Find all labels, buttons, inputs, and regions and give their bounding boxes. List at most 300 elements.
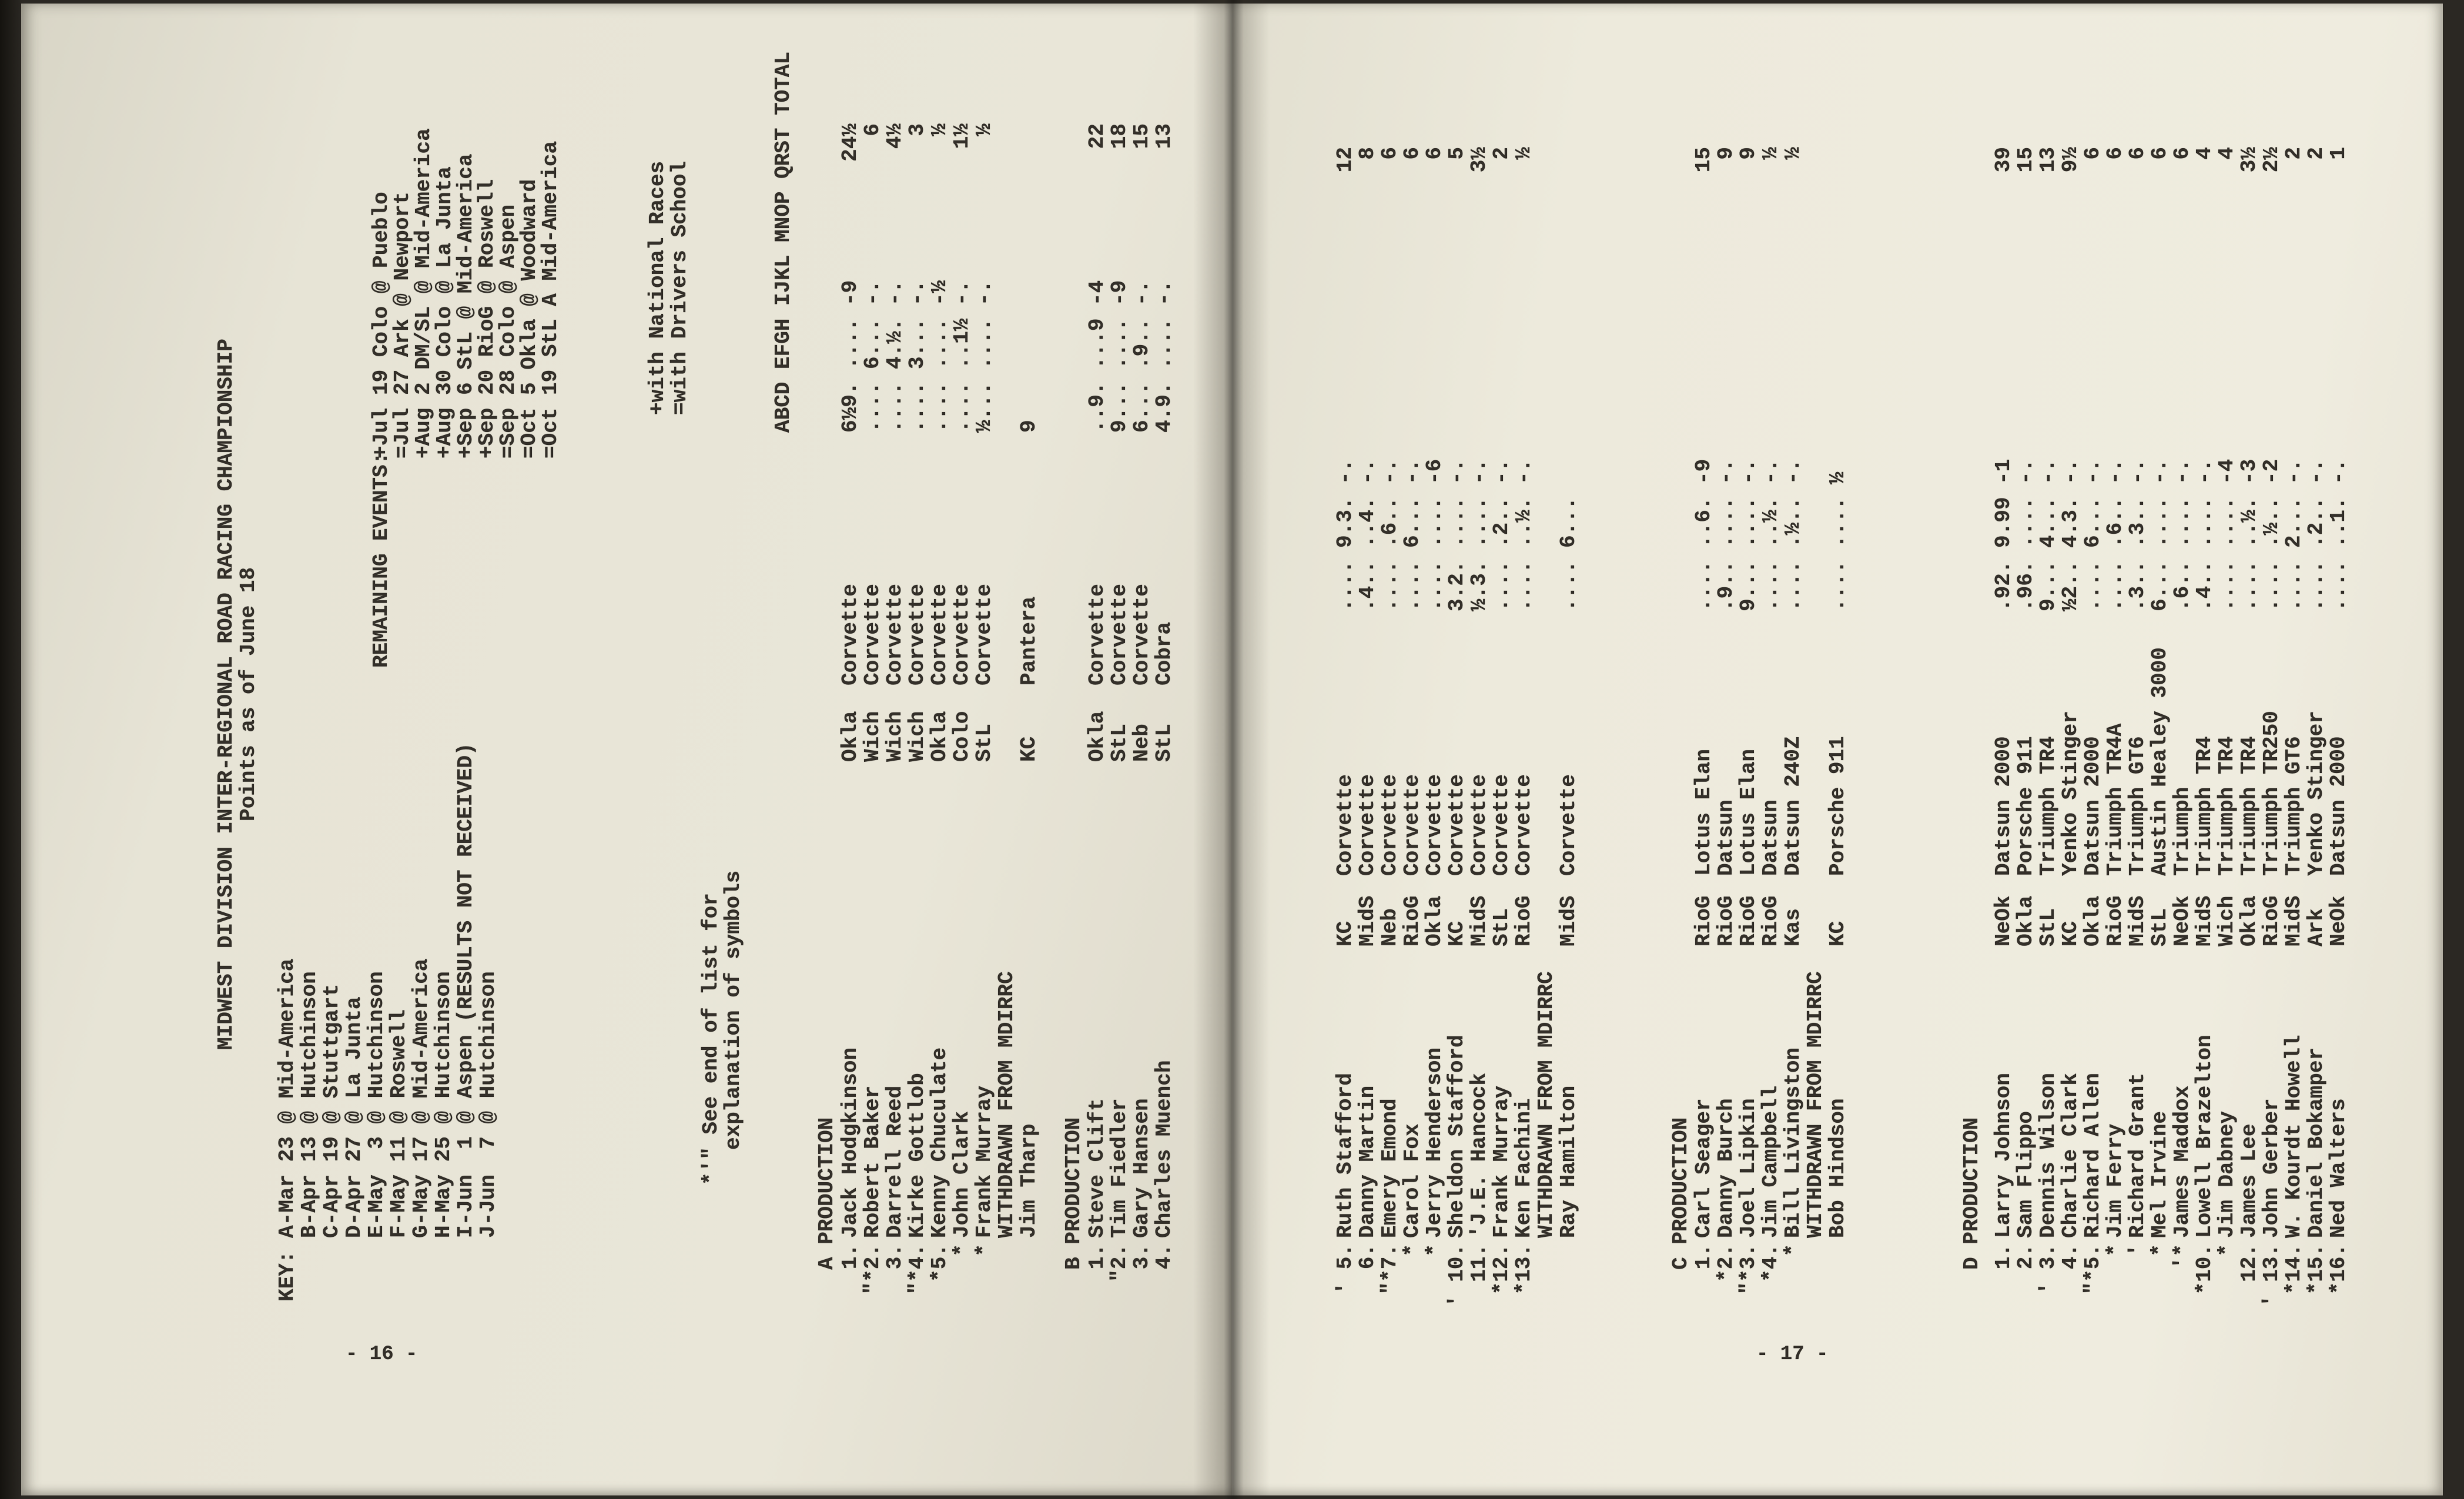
driver-region: RioG xyxy=(1759,895,1783,946)
driver-points: 9 xyxy=(1017,420,1041,433)
event-entry: +Jul 19 Colo @ Pueblo xyxy=(369,192,393,459)
driver-region: MidS xyxy=(2282,895,2306,946)
driver-car: Triumph TR4 xyxy=(2237,736,2261,876)
driver-points: .... .... -½ xyxy=(928,280,952,433)
driver-total: 2 xyxy=(2304,147,2328,160)
driver-region: Wich xyxy=(905,711,929,762)
driver-total: 3 xyxy=(905,123,929,136)
page-17-number: - 17 - xyxy=(1756,1343,1829,1366)
driver-row xyxy=(884,4,908,1493)
event-line xyxy=(540,4,563,1493)
driver-points: .... 4.½. -. xyxy=(883,280,907,433)
withdrawn-label-line xyxy=(1805,4,1828,1493)
driver-car: Triumph GT6 xyxy=(2125,736,2150,876)
driver-points: .96. .... -. xyxy=(2014,459,2038,611)
driver-name: Steve Clift xyxy=(1085,1098,1109,1238)
driver-name: W. Kourdt Howell xyxy=(2282,1035,2306,1238)
driver-car: Datsun 240Z xyxy=(1781,736,1805,876)
driver-points: .6.. .... -. xyxy=(2170,459,2194,611)
driver-row xyxy=(1109,4,1132,1493)
driver-region: Colo xyxy=(950,711,974,762)
event-entry: +Sep 6 StL @ Mid-America xyxy=(454,153,478,459)
key-entry: D-Apr 27 @ La Junta xyxy=(342,996,366,1238)
doc-subtitle-line xyxy=(237,4,261,1493)
page-17-rotated-content xyxy=(1232,4,2443,1493)
driver-car: Corvette xyxy=(1378,774,1402,876)
symbol-note-line xyxy=(700,4,724,1493)
driver-region: Okla xyxy=(2081,895,2105,946)
points-column-header: ABCD EFGH IJKL MNOP QRST TOTAL xyxy=(771,51,795,433)
driver-total: 6 xyxy=(1422,147,1447,160)
driver-name: John Clark xyxy=(950,1110,974,1238)
driver-total: 4 xyxy=(2215,147,2239,160)
driver-car: Lotus Elan xyxy=(1692,748,1716,876)
driver-region: KC xyxy=(1445,921,1469,946)
driver-points: ½... .... -. xyxy=(972,280,996,433)
driver-total: 6 xyxy=(2103,147,2127,160)
driver-row xyxy=(2283,4,2306,1493)
driver-car: Yenko Stinger xyxy=(2058,711,2083,876)
driver-car: Corvette xyxy=(1445,774,1469,876)
driver-points: .... 6... -. xyxy=(1400,459,1424,611)
driver-car: Pantera xyxy=(1017,596,1041,685)
driver-points: .... ..½. -. xyxy=(1759,459,1783,611)
driver-car: Triumph GT6 xyxy=(2282,736,2306,876)
driver-row xyxy=(1693,4,1716,1493)
driver-name: Richard Grant xyxy=(2125,1073,2150,1238)
driver-total: ½ xyxy=(928,123,952,136)
page-17 xyxy=(1232,4,2443,1495)
driver-points: 6... .9.. -. xyxy=(1130,280,1154,433)
driver-row xyxy=(2149,4,2172,1493)
driver-region: RioG xyxy=(2103,895,2127,946)
driver-row xyxy=(929,4,952,1493)
driver-total: 15 xyxy=(1692,147,1716,173)
key-entry: F-May 11 @ Roswell xyxy=(387,1009,411,1238)
driver-rank: "2. xyxy=(1107,1244,1131,1282)
key-line xyxy=(276,4,300,1493)
driver-car: Corvette xyxy=(1512,774,1536,876)
driver-points: .... .6.. -. xyxy=(2103,459,2127,611)
driver-total: 6 xyxy=(2081,147,2105,160)
driver-region: RioG xyxy=(1400,895,1424,946)
driver-total: 39 xyxy=(1991,147,2016,173)
driver-region: Okla xyxy=(838,711,862,762)
driver-name: Danny Martin xyxy=(1355,1085,1380,1238)
driver-region: RioG xyxy=(1512,895,1536,946)
key-entry: B-Apr 13 @ Hutchinson xyxy=(297,971,322,1238)
driver-region: KC xyxy=(1333,921,1357,946)
driver-name: Ned Walters xyxy=(2326,1098,2351,1238)
driver-rank: * xyxy=(972,1244,996,1257)
driver-points: .... 9.3. -. xyxy=(1333,459,1357,611)
driver-points: .... .2.. -. xyxy=(1489,459,1514,611)
driver-row xyxy=(862,4,885,1493)
driver-car: Triumph TR4 xyxy=(2036,736,2060,876)
driver-total: 3½ xyxy=(2237,147,2261,173)
driver-row xyxy=(1401,4,1425,1493)
driver-rank: * xyxy=(950,1244,974,1257)
driver-points: .... 6... -. xyxy=(861,280,885,433)
driver-name: Jim Campbell xyxy=(1759,1085,1783,1238)
driver-region: Okla xyxy=(2237,895,2261,946)
driver-total: 13 xyxy=(1152,123,1176,149)
event-entry: +Aug 2 DM/SL @ Mid-America xyxy=(411,128,436,459)
driver-car: Corvette xyxy=(1085,584,1109,685)
page-16-number: - 16 - xyxy=(346,1343,418,1366)
driver-region: Kas xyxy=(1781,908,1805,946)
driver-rank: *13. xyxy=(1512,1244,1536,1295)
class-header-line xyxy=(1670,4,1693,1493)
driver-total: 24½ xyxy=(838,123,862,162)
driver-rank: *2. xyxy=(1714,1244,1738,1282)
driver-region: Wich xyxy=(883,711,907,762)
driver-row xyxy=(1357,4,1380,1493)
driver-row xyxy=(1760,4,1783,1493)
driver-row xyxy=(1446,4,1469,1493)
driver-region: KC xyxy=(1826,921,1850,946)
driver-points: .4.. .... -. xyxy=(2192,459,2217,611)
driver-name: Jim Dabney xyxy=(2215,1110,2239,1238)
driver-total: 22 xyxy=(1085,123,1109,149)
driver-points: .... ..1½ -. xyxy=(950,280,974,433)
driver-name: Larry Johnson xyxy=(1991,1073,2016,1238)
driver-name: Mel Irvine xyxy=(2148,1110,2172,1238)
driver-car: Datsun xyxy=(1714,799,1738,876)
driver-row xyxy=(2261,4,2284,1493)
driver-car: Corvette xyxy=(1130,584,1154,685)
driver-region: MidS xyxy=(2192,895,2217,946)
driver-rank: 6. xyxy=(1355,1244,1380,1270)
driver-rank: 1. xyxy=(1991,1244,2016,1270)
driver-row xyxy=(1424,4,1447,1493)
doc-title-line xyxy=(215,4,239,1493)
driver-row xyxy=(2104,4,2128,1493)
event-note-line xyxy=(647,4,670,1493)
driver-row xyxy=(1153,4,1177,1493)
driver-points: .... .½.. -. xyxy=(1781,459,1805,611)
driver-name: Kirke Gottlob xyxy=(905,1073,929,1238)
driver-region: RioG xyxy=(1714,895,1738,946)
driver-car: Porsche 911 xyxy=(1826,736,1850,876)
driver-car: Triumph TR4 xyxy=(2192,736,2217,876)
driver-rank: 1. xyxy=(1692,1244,1716,1270)
driver-points: 4.9. .... -. xyxy=(1152,280,1176,433)
driver-name: Carl Seager xyxy=(1692,1098,1716,1238)
driver-points: .... 6... xyxy=(1556,497,1581,611)
driver-car: Corvette xyxy=(1422,774,1447,876)
driver-row xyxy=(1491,4,1514,1493)
driver-region: StL xyxy=(2148,908,2172,946)
driver-name: Danny Burch xyxy=(1714,1098,1738,1238)
driver-total: ½ xyxy=(1512,147,1536,160)
driver-points: .... 3... -. xyxy=(905,280,929,433)
driver-car: Corvette xyxy=(1467,774,1491,876)
driver-rank: ' 3. xyxy=(2036,1244,2060,1295)
driver-row xyxy=(2194,4,2217,1493)
driver-total: 5 xyxy=(1445,147,1469,160)
driver-row xyxy=(2015,4,2038,1493)
driver-points: 6... .... -. xyxy=(2148,459,2172,611)
driver-points: .... 2... -. xyxy=(2282,459,2306,611)
driver-points: .9.. .... -. xyxy=(1714,459,1738,611)
driver-rank: 1. xyxy=(838,1244,862,1270)
driver-name: Ruth Stafford xyxy=(1333,1073,1357,1238)
driver-name: Robert Baker xyxy=(861,1085,885,1238)
driver-region: KC xyxy=(2058,921,2083,946)
driver-region: RioG xyxy=(1692,895,1716,946)
key-entry: G-May 17 @ Mid-America xyxy=(409,958,433,1238)
driver-region: MidS xyxy=(1556,895,1581,946)
driver-rank: ' 5. xyxy=(1333,1244,1357,1295)
driver-total: 6 xyxy=(1400,147,1424,160)
driver-points: .... 6... -. xyxy=(2081,459,2105,611)
driver-car: Corvette xyxy=(1355,774,1380,876)
event-entry: =Oct 5 Okla @ Woodward xyxy=(517,179,541,459)
driver-total: 6 xyxy=(2170,147,2194,160)
key-line xyxy=(321,4,344,1493)
driver-rank: *16. xyxy=(2326,1244,2351,1295)
withdrawn-label-line xyxy=(996,4,1019,1493)
withdrawn-label: WITHDRAWN FROM MDIRRC xyxy=(995,971,1019,1238)
driver-name: Carol Fox xyxy=(1400,1123,1424,1238)
driver-region: NeOk xyxy=(2326,895,2351,946)
driver-rank: *15. xyxy=(2304,1244,2328,1295)
driver-rank: *12. xyxy=(1489,1244,1514,1295)
event-note: =with Drivers School xyxy=(668,160,692,415)
driver-name: 'J.E. Hancock xyxy=(1467,1073,1491,1238)
driver-car: Triumph xyxy=(2170,787,2194,876)
driver-car: Corvette xyxy=(1556,774,1581,876)
driver-name: Jack Hodgkinson xyxy=(838,1047,862,1238)
driver-rank: "*4. xyxy=(905,1244,929,1295)
driver-region: MidS xyxy=(1355,895,1380,946)
withdrawn-label: WITHDRAWN FROM MDIRRC xyxy=(1534,971,1558,1238)
driver-row xyxy=(1993,4,2016,1493)
driver-row xyxy=(1737,4,1761,1493)
class-header: C PRODUCTION xyxy=(1669,1117,1693,1270)
page-16-rotated-content xyxy=(21,4,1232,1493)
event-entry: =Oct 19 StL A Mid-America xyxy=(538,140,563,459)
driver-row xyxy=(1018,4,1042,1493)
driver-name: Bill Livingston xyxy=(1781,1047,1805,1238)
driver-region: StL xyxy=(1489,908,1514,946)
class-header-line xyxy=(816,4,839,1493)
driver-row xyxy=(2305,4,2329,1493)
driver-points: .... ..½. -3 xyxy=(2237,459,2261,611)
driver-region: Okla xyxy=(2014,895,2038,946)
driver-rank: 12. xyxy=(2237,1244,2261,1282)
driver-region: MidS xyxy=(2125,895,2150,946)
driver-name: Jerry Henderson xyxy=(1422,1047,1447,1238)
driver-name: Dennis Wilson xyxy=(2036,1073,2060,1238)
driver-total: 1 xyxy=(2326,147,2351,160)
driver-rank: ' xyxy=(2125,1244,2150,1257)
page-16 xyxy=(21,4,1232,1495)
driver-car: Corvette xyxy=(1107,584,1131,685)
key-entry: A-Mar 23 @ Mid-America xyxy=(275,958,299,1238)
driver-name: Gary Hansen xyxy=(1130,1098,1154,1238)
driver-car: Yenko Stinger xyxy=(2304,711,2328,876)
key-entry: C-Apr 19 @ Stuttgart xyxy=(320,983,344,1238)
driver-name: Charles Muench xyxy=(1152,1060,1176,1238)
driver-total: 18 xyxy=(1107,123,1131,149)
driver-rank: *5. xyxy=(928,1244,952,1282)
driver-rank: *14. xyxy=(2282,1244,2306,1295)
driver-row xyxy=(2171,4,2195,1493)
driver-row xyxy=(951,4,975,1493)
driver-car: Corvette xyxy=(972,584,996,685)
driver-points: .4.. ..4. -. xyxy=(1355,459,1380,611)
driver-region: RioG xyxy=(2259,895,2284,946)
driver-name: Jim Ferry xyxy=(2103,1123,2127,1238)
driver-car: Datsun 2000 xyxy=(2081,736,2105,876)
withdrawn-label-line xyxy=(1535,4,1559,1493)
driver-points: .... .½.. -2 xyxy=(2259,459,2284,611)
driver-total: 4½ xyxy=(883,123,907,149)
driver-total: 12 xyxy=(1333,147,1357,173)
driver-region: Neb xyxy=(1130,724,1154,762)
driver-region: Neb xyxy=(1378,908,1402,946)
key-entry: J-Jun 7 @ Hutchinson xyxy=(476,971,500,1238)
driver-name: Richard Allen xyxy=(2081,1073,2105,1238)
driver-total: 6 xyxy=(2148,147,2172,160)
driver-points: 3.2. .... -. xyxy=(1445,459,1469,611)
symbol-note: explanation of symbols xyxy=(721,870,745,1150)
event-entry: +Sep 20 RioG @ Roswell xyxy=(475,179,499,459)
driver-car: Corvette xyxy=(928,584,952,685)
driver-row xyxy=(1782,4,1806,1493)
driver-rank: 1. xyxy=(1085,1244,1109,1270)
driver-row xyxy=(2127,4,2150,1493)
key-entry: E-May 3 @ Hutchinson xyxy=(364,971,389,1238)
driver-rank: ' 10. xyxy=(1445,1244,1469,1308)
driver-row xyxy=(1131,4,1154,1493)
driver-car: Triumph TR4 xyxy=(2215,736,2239,876)
driver-region: Okla xyxy=(1422,895,1447,946)
driver-rank: ' 13. xyxy=(2259,1244,2284,1308)
driver-car: Corvette xyxy=(905,584,929,685)
driver-car: Datsun xyxy=(1759,799,1783,876)
driver-car: Porsche 911 xyxy=(2014,736,2038,876)
driver-rank: * xyxy=(1422,1244,1447,1257)
driver-row xyxy=(1468,4,1492,1493)
driver-name: Joel Lipkin xyxy=(1736,1098,1760,1238)
driver-rank: *10. xyxy=(2192,1244,2217,1295)
driver-region: Okla xyxy=(1085,711,1109,762)
driver-row xyxy=(2238,4,2262,1493)
symbol-note-line xyxy=(722,4,746,1493)
driver-name: James Lee xyxy=(2237,1123,2261,1238)
driver-total: 6 xyxy=(2125,147,2150,160)
driver-car: Corvette xyxy=(1333,774,1357,876)
driver-car: Corvette xyxy=(838,584,862,685)
driver-name: James Maddox xyxy=(2170,1085,2194,1238)
driver-row xyxy=(2082,4,2105,1493)
driver-region: StL xyxy=(1107,724,1131,762)
driver-region: RioG xyxy=(1736,895,1760,946)
driver-points: 9... .... -9 xyxy=(1107,280,1131,433)
key-line xyxy=(343,4,367,1493)
symbol-note: *'" See end of list for xyxy=(699,893,723,1185)
driver-region: Wich xyxy=(2215,895,2239,946)
driver-row xyxy=(973,4,997,1493)
key-entry: H-May 25 @ Hutchinson xyxy=(431,971,456,1238)
event-note-line xyxy=(669,4,692,1493)
driver-total: 6 xyxy=(1378,147,1402,160)
driver-name: Emery Emond xyxy=(1378,1098,1402,1238)
driver-region: Okla xyxy=(928,711,952,762)
driver-total: 2 xyxy=(1489,147,1514,160)
class-header: B PRODUCTION xyxy=(1062,1117,1086,1270)
driver-total: 3½ xyxy=(1467,147,1491,173)
driver-name: Frank Murray xyxy=(1489,1085,1514,1238)
driver-row xyxy=(1558,4,1581,1493)
driver-row xyxy=(906,4,930,1493)
driver-total: 15 xyxy=(2014,147,2038,173)
driver-rank: * xyxy=(1400,1244,1424,1257)
driver-points: 9... 4... -. xyxy=(2036,459,2060,611)
class-header: D PRODUCTION xyxy=(1960,1117,1984,1270)
driver-points: .... ..½. -. xyxy=(1512,459,1536,611)
driver-points: ½2.. 4.3. -. xyxy=(2058,459,2083,611)
driver-rank: '* xyxy=(2170,1244,2194,1270)
driver-rank: 3. xyxy=(883,1244,907,1270)
driver-region: NeOk xyxy=(1991,895,2016,946)
driver-total: 1½ xyxy=(950,123,974,149)
driver-points: .... .... -6 xyxy=(1422,459,1447,611)
driver-total: 2½ xyxy=(2259,147,2284,173)
withdrawn-label: WITHDRAWN FROM MDIRRC xyxy=(1803,971,1827,1238)
driver-total: ½ xyxy=(1781,147,1805,160)
driver-rank: 2. xyxy=(2014,1244,2038,1270)
driver-points: .... .... -4 xyxy=(2215,459,2239,611)
driver-points: .... ..1. -. xyxy=(2326,459,2351,611)
driver-row xyxy=(2060,4,2083,1493)
book-spine-edge xyxy=(0,0,22,1499)
key-label: KEY: xyxy=(275,1250,299,1301)
driver-rank: "*3. xyxy=(1736,1244,1760,1295)
driver-row xyxy=(1379,4,1402,1493)
driver-name: Jim Tharp xyxy=(1017,1123,1041,1238)
driver-points: 6½9. .... -9 xyxy=(838,280,862,433)
driver-car: Triumph TR250 xyxy=(2259,711,2284,876)
driver-name: Tim Fiedler xyxy=(1107,1098,1131,1238)
event-entry: =Jul 27 Ark @ Newport xyxy=(390,192,414,459)
driver-region: NeOk xyxy=(2170,895,2194,946)
driver-points: .... ..6. -9 xyxy=(1692,459,1716,611)
driver-points: ..9. ...9 -4 xyxy=(1085,280,1109,433)
driver-points: .... .... ½ xyxy=(1826,471,1850,611)
driver-region: Wich xyxy=(861,711,885,762)
driver-points: .... .6.. -. xyxy=(1378,459,1402,611)
driver-car: Datsun 2000 xyxy=(2326,736,2351,876)
driver-points: .92. 9.99 -1 xyxy=(1991,459,2016,611)
class-header-line xyxy=(1961,4,1984,1493)
driver-rank: *4. xyxy=(1759,1244,1783,1282)
driver-car: Datsun 2000 xyxy=(1991,736,2016,876)
driver-total: 9½ xyxy=(2058,147,2083,173)
driver-car: Corvette xyxy=(1400,774,1424,876)
driver-rank: 3. xyxy=(1130,1244,1154,1270)
driver-name: Kenny Chuculate xyxy=(928,1047,952,1238)
driver-rank: 11. xyxy=(1467,1244,1491,1282)
driver-total: 15 xyxy=(1130,123,1154,149)
driver-name: Charlie Clark xyxy=(2058,1073,2083,1238)
driver-rank: * xyxy=(2103,1244,2127,1257)
driver-name: Bob Hindson xyxy=(1826,1098,1850,1238)
driver-rank: * xyxy=(1781,1244,1805,1257)
